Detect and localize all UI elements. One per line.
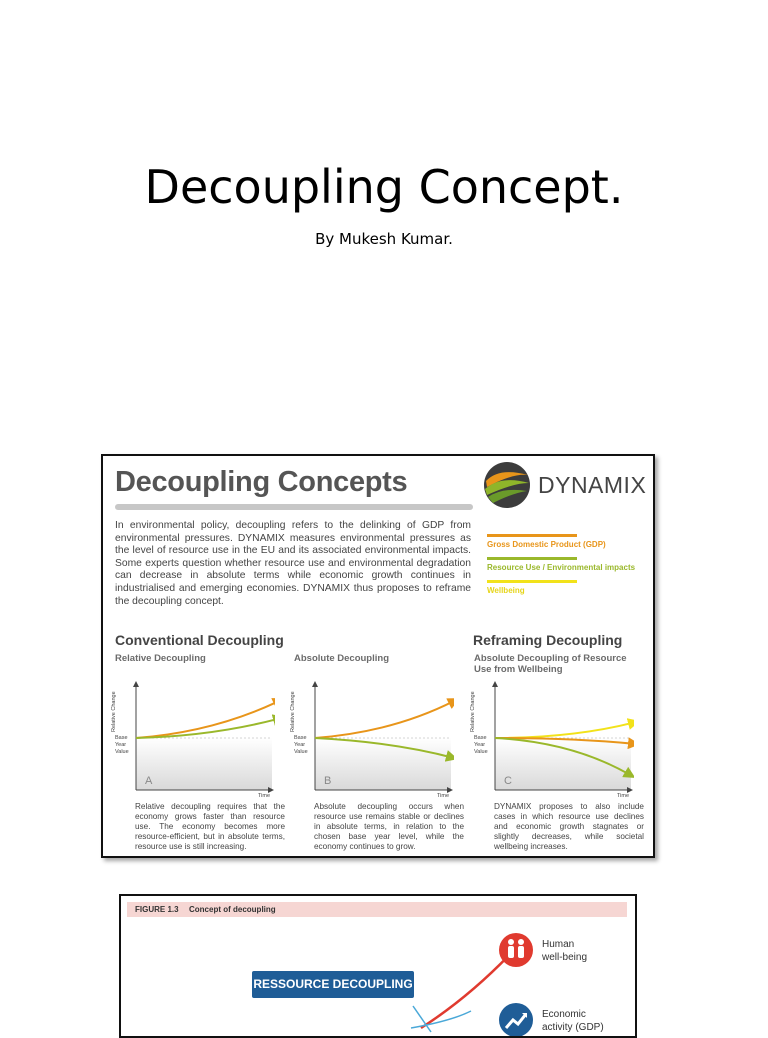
heading-underline: [115, 504, 473, 510]
legend-label: Gross Domestic Product (GDP): [487, 540, 606, 549]
base-label-line: Year: [294, 742, 306, 748]
y-axis-label: Relative Change: [470, 691, 476, 732]
author-line: By Mukesh Kumar.: [315, 230, 453, 248]
concept-of-decoupling-figure: [119, 894, 637, 1038]
x-axis-label: Time: [617, 793, 630, 798]
panel-a-subtitle: Relative Decoupling: [115, 653, 206, 664]
chart-relative-decoupling: [105, 680, 275, 798]
page-title: Decoupling Concept.: [144, 160, 624, 214]
legend-label: Resource Use / Environmental impacts: [487, 563, 636, 572]
panel-letter: B: [324, 775, 332, 787]
dynamix-logo-text: DYNAMIX: [538, 472, 647, 498]
panel-b-description: Absolute decoupling occurs when resource use remains stable or declines in absolute terms, in relation to the chosen base year level, while the economy continues to grow.: [314, 802, 464, 851]
economic-activity-icon: [498, 1002, 534, 1038]
chart-wellbeing-decoupling: [464, 680, 634, 798]
resource-decoupling-box: RESSOURCE DECOUPLING: [252, 971, 414, 998]
legend-item-wellbeing: [487, 580, 577, 595]
panel-a-description: Relative decoupling requires that the economy grows faster than resource use. The economy becomes more resource-efficient, but in absolute terms, resource use is still increasing.: [135, 802, 285, 851]
human-wellbeing-icon: [498, 932, 534, 968]
panel-b-subtitle: Absolute Decoupling: [294, 653, 389, 664]
base-label-line: Year: [115, 742, 127, 748]
legend-item-gdp: [487, 534, 606, 549]
base-label-line: Base: [474, 735, 487, 741]
slide-heading: Decoupling Concepts: [115, 466, 408, 498]
x-axis-label: Time: [258, 793, 271, 798]
base-label-line: Value: [115, 749, 129, 755]
base-label-line: Value: [294, 749, 308, 755]
figure-number: FIGURE 1.3: [135, 905, 179, 914]
base-label-line: Year: [474, 742, 486, 748]
label-line: Economic: [542, 1009, 586, 1020]
x-axis-label: Time: [437, 793, 450, 798]
legend-swatch: [487, 534, 577, 537]
panel-letter: C: [504, 775, 512, 787]
label-line: well-being: [542, 952, 588, 963]
dynamix-logo-icon: [483, 461, 531, 509]
label-line: Human: [542, 939, 575, 950]
economic-activity-label: [542, 1008, 604, 1034]
base-label-line: Value: [474, 749, 488, 755]
legend-item-resource: [487, 557, 635, 572]
panel-c-description: DYNAMIX proposes to also include cases in which resource use declines and economic growth stagnates or slightly decreases, while societal wellbeing increases.: [494, 802, 644, 851]
y-axis-label: Relative Change: [111, 691, 117, 732]
panel-c-subtitle: Absolute Decoupling of Resource Use from Wellbeing: [474, 653, 627, 675]
panel-letter: A: [145, 775, 153, 787]
section-title-reframing: Reframing Decoupling: [473, 632, 623, 648]
figure-title: Concept of decoupling: [189, 905, 276, 914]
base-label-line: Base: [115, 735, 128, 741]
legend-label: Wellbeing: [487, 586, 525, 595]
human-wellbeing-label: [542, 938, 587, 964]
y-axis-label: Relative Change: [290, 691, 296, 732]
base-label-line: Base: [294, 735, 307, 741]
intro-paragraph: In environmental policy, decoupling refers to the delinking of GDP from environmental pressures. DYNAMIX measures environmental pressures as the level of resource use in the EU and its associated environmental impacts. Some experts question whether resource use and environmental degradation can decrease in absolute terms while economic growth continues in industrialised and emerging economies. DYNAMIX thus proposes to reframe the decoupling concept.: [115, 520, 471, 607]
decoupling-concepts-slide: [101, 454, 655, 858]
legend-swatch: [487, 580, 577, 583]
chart-absolute-decoupling: [284, 680, 454, 798]
section-title-conventional: Conventional Decoupling: [115, 632, 284, 648]
label-line: activity (GDP): [542, 1022, 604, 1033]
legend-swatch: [487, 557, 577, 560]
